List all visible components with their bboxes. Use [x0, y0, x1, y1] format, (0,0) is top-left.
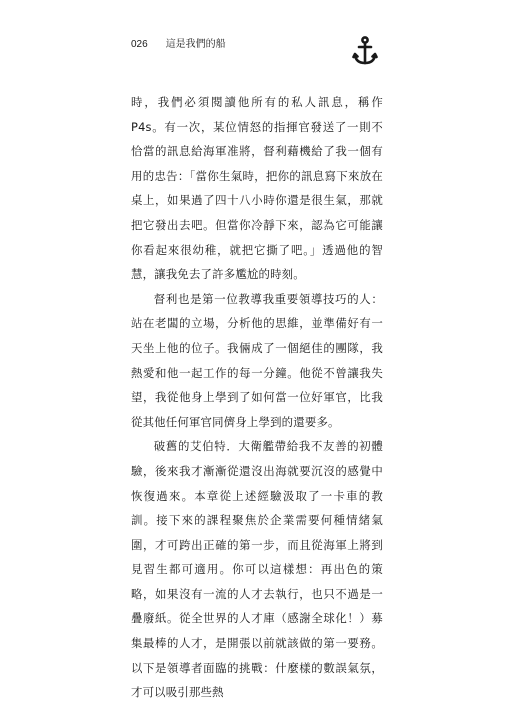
paragraph-3: 破舊的艾伯特．大衛艦帶給我不友善的初體驗，後來我才漸漸從還沒出海就要沉沒的感覺中恢復過來。本章從上述經驗汲取了一卡車的教訓。接下來的課程聚焦於企業需要何種情緒氣圍，才可跨出正確的第一步，而且從海軍上將到見習生都可適用。你可以這樣想：再出色的策略，如果沒有一流的人才去執行，也只不過是一疊廢紙。從全世界的人才庫（感謝全球化！）募集最棒的人才，是開張以前就該做的第一要務。以下是領導者面臨的挑戰：什麼樣的數誤氣氛，才可以吸引那些熱 — [131, 439, 383, 700]
paragraph-2: 督利也是第一位教導我重要領導技巧的人：站在老闆的立場，分析他的思維，並準備好有一天坐上他的位子。我倆成了一個絕佳的團隊，我熱愛和他一起工作的每一分鐘。他從不曾讓我失望，我從他身上學到了如何當一位好軍官，比我從其他任何軍官同儕身上學到的還要多。 — [131, 291, 383, 429]
running-title: 這是我們的船 — [165, 39, 226, 50]
page-number: 026 — [131, 39, 148, 50]
anchor-icon — [352, 36, 378, 66]
paragraph-1: 時，我們必須閱讀他所有的私人訊息，稱作P4s。有一次，某位情怒的指揮官發送了一則不恰當的訊息給海軍准將，督利藉機給了我一個有用的忠告：「當你生氣時，把你的訊息寫下來放在桌上，如果過了四十八小時你還是很生氣，那就把它發出去吧。但當你冷靜下來，認為它可能讓你看起來很幼稚，就把它撕了吧。」透過他的智慧，讓我免去了許多尷尬的時刻。 — [131, 95, 383, 282]
body-text — [131, 90, 383, 705]
page-header — [131, 35, 226, 50]
